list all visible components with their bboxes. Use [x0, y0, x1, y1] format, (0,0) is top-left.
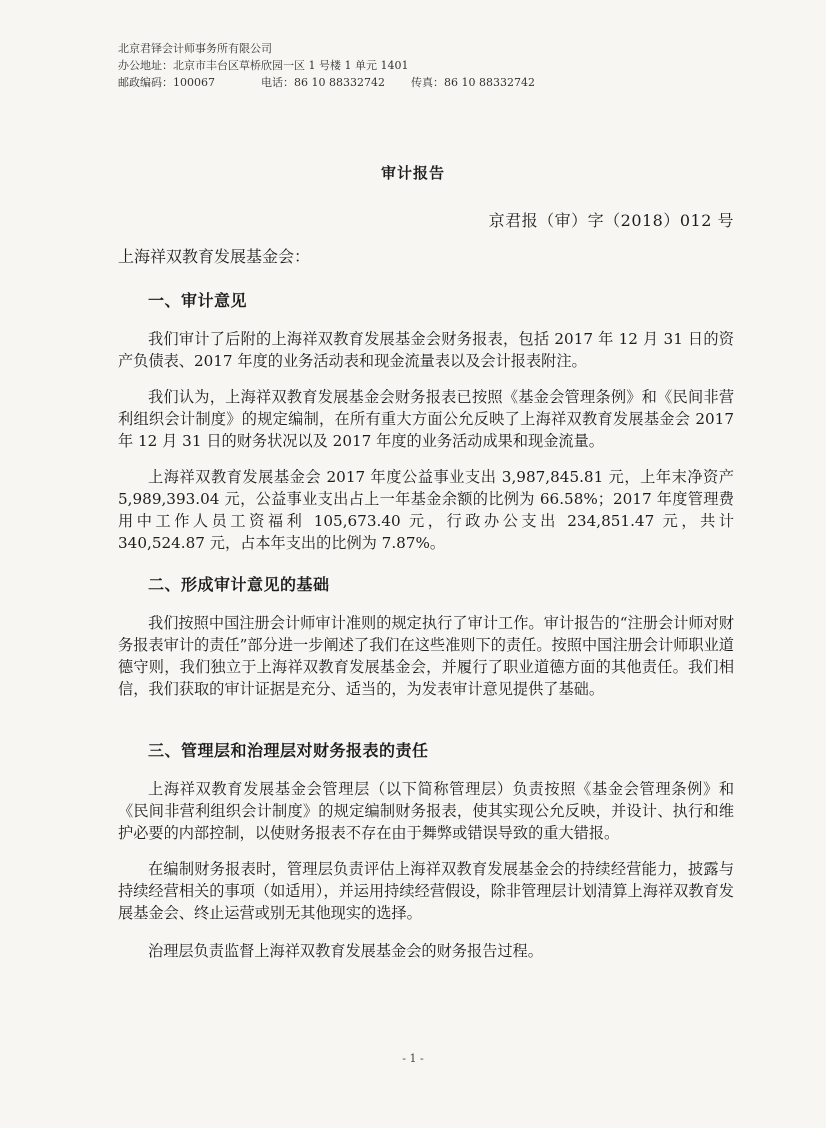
paragraph-3-3: 治理层负责监督上海祥双教育发展基金会的财务报告过程。 [148, 942, 543, 960]
reference-number: 京君报（审）字（2018）012 号 [488, 211, 734, 230]
fax: 传真：86 10 88332742 [411, 76, 535, 89]
section-heading-1: 一、审计意见 [148, 291, 248, 310]
firm-name: 北京君铎会计师事务所有限公司 [118, 42, 272, 55]
contact-row [118, 74, 535, 91]
section-heading-2: 二、形成审计意见的基础 [148, 575, 330, 594]
paragraph-1-2: 我们认为，上海祥双教育发展基金会财务报表已按照《基金会管理条例》和《民间非营利组织会计制度》的规定编制，在所有重大方面公允反映了上海祥双教育发展基金会 2017 年 12 月 31 日的财务状况以及 2017 年度的业务活动成果和现金流量。 [118, 388, 734, 450]
paragraph-3-2: 在编制财务报表时，管理层负责评估上海祥双教育发展基金会的持续经营能力，披露与持续经营相关的事项（如适用），并运用持续经营假设，除非管理层计划清算上海祥双教育发展基金会、终止运营或别无其他现实的选择。 [118, 860, 734, 922]
telephone: 电话：86 10 88332742 [261, 76, 385, 89]
report-title: 审计报告 [380, 164, 445, 182]
paragraph-3-1: 上海祥双教育发展基金会管理层（以下简称管理层）负责按照《基金会管理条例》和《民间非营利组织会计制度》的规定编制财务报表，使其实现公允反映，并设计、执行和维护必要的内部控制，以使财务报表不存在由于舞弊或错误导致的重大错报。 [118, 780, 734, 842]
office-address: 办公地址：北京市丰台区草桥欣园一区 1 号楼 1 单元 1401 [118, 59, 409, 72]
page-number: - 1 - [402, 1052, 424, 1065]
paragraph-1-3: 上海祥双教育发展基金会 2017 年度公益事业支出 3,987,845.81 元，上年末净资产 5,989,393.04 元，公益事业支出占上一年基金余额的比例为 66.58%；2017 年度管理费用中工作人员工资福利 105,673.40 元，行政办公支出 234,851.47 元，共计 340,524.87 元，占本年支出的比例为 7.87%。 [118, 468, 734, 552]
postal-code: 邮政编码：100067 [118, 76, 215, 89]
section-heading-3: 三、管理层和治理层对财务报表的责任 [148, 741, 429, 760]
letterhead [118, 40, 535, 91]
paragraph-2-1: 我们按照中国注册会计师审计准则的规定执行了审计工作。审计报告的“注册会计师对财务报表审计的责任”部分进一步阐述了我们在这些准则下的责任。按照中国注册会计师职业道德守则，我们独立于上海祥双教育发展基金会，并履行了职业道德方面的其他责任。我们相信，我们获取的审计证据是充分、适当的，为发表审计意见提供了基础。 [118, 614, 734, 698]
paragraph-1-1: 我们审计了后附的上海祥双教育发展基金会财务报表，包括 2017 年 12 月 31 日的资产负债表、2017 年度的业务活动表和现金流量表以及会计报表附注。 [118, 330, 734, 370]
addressee: 上海祥双教育发展基金会： [118, 247, 311, 266]
